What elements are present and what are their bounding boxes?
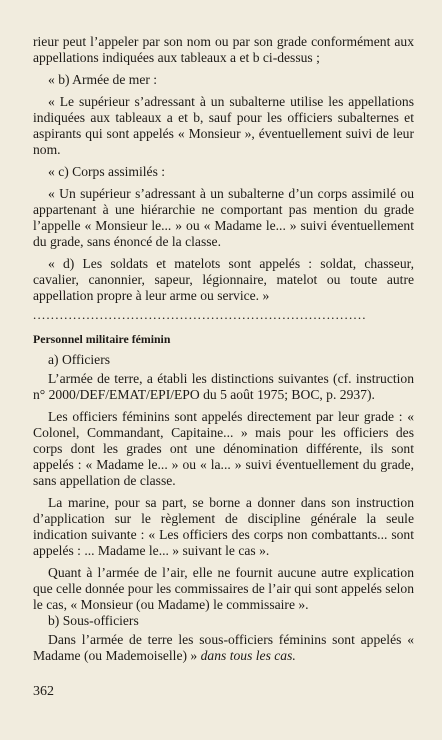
heading-corps-assimiles: « c) Corps assimilés : [48, 164, 166, 179]
subheading-officiers: a) Officiers [48, 352, 111, 367]
paragraph-armee-de-l-air: Quant à l’armée de l’air, elle ne fournit aucune autre explication que celle donnée pour les commissaires de l’air qui sont appelés selon le cas, « Monsieur (ou Madame) le commissaire ». [33, 565, 414, 612]
ellipsis-separator: ........................................................................... [33, 308, 367, 322]
heading-armee-de-mer: « b) Armée de mer : [48, 72, 158, 87]
paragraph-armee-de-mer: « Le supérieur s’adressant à un subalterne utilise les appellations indiquées aux tableaux a et b, sauf pour les officiers subalternes et aspirants qui sont appelés « Monsieur », éventuellement suivi de leur nom. [33, 94, 414, 157]
paragraph-sous-officiers [33, 632, 414, 664]
paragraph-soldats-matelots: « d) Les soldats et matelots sont appelés : soldat, chasseur, cavalier, canonnier, sapeur, légionnaire, matelot ou toute autre appellation propre à leur arme ou service. » [33, 256, 414, 303]
page-number: 362 [33, 684, 54, 699]
paragraph-corps-assimiles: « Un supérieur s’adressant à un subalterne d’un corps assimilé ou appartenant à une hiérarchie ne comportant pas mention du grade l’appelle « Monsieur le... » ou « Madame le... » suivi éventuellement du grade, sans énoncé de la classe. [33, 186, 414, 249]
paragraph-sous-officiers-italic: dans tous les cas. [200, 648, 296, 663]
paragraph-armee-de-terre: L’armée de terre, a établi les distinctions suivantes (cf. instruction n° 2000/DEF/EMAT/EPI/EPO du 5 août 1975; BOC, p. 2937). [33, 371, 414, 402]
subheading-sous-officiers: b) Sous-officiers [48, 613, 139, 628]
paragraph-continuation: rieur peut l’appeler par son nom ou par son grade conformément aux appellations indiquées aux tableaux a et b ci-dessus ; [33, 34, 414, 65]
paragraph-sous-officiers-text: Dans l’armée de terre les sous-officiers féminins sont appelés « Madame (ou Mademoiselle) » [33, 632, 414, 663]
section-title: Personnel militaire féminin [33, 332, 171, 346]
document-page [33, 34, 414, 664]
paragraph-officiers-feminins: Les officiers féminins sont appelés directement par leur grade : « Colonel, Commandant, Capitaine... » mais pour les officiers des corps dont les grades ont une dénomination différente, ils sont appelés : « Madame le... » ou « la... » suivi éventuellement du grade, sans appellation de classe. [33, 409, 414, 488]
paragraph-marine: La marine, pour sa part, se borne a donner dans son instruction d’application sur le règlement de discipline générale la seule indication suivante : « Les officiers des corps non combattants... sont appelés : ... Madame le... » suivant le cas ». [33, 495, 414, 558]
